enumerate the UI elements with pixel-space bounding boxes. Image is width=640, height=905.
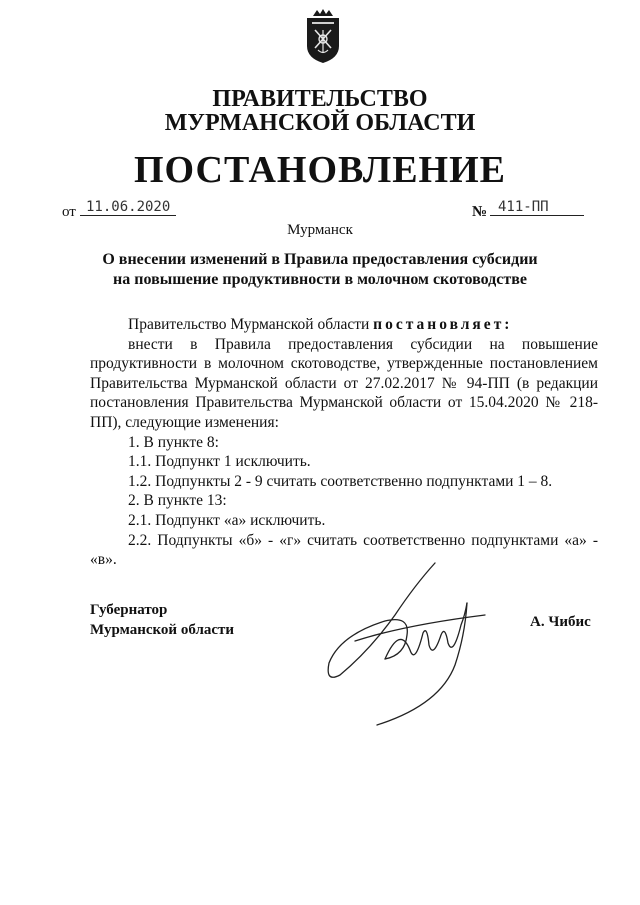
preamble <box>90 315 598 335</box>
signatory-position <box>90 600 234 640</box>
signatory-name: А. Чибис <box>530 614 591 630</box>
date-prefix: от <box>62 204 76 220</box>
number-prefix: № <box>472 204 488 220</box>
position-line2: Мурманской области <box>90 622 235 638</box>
document-type-title: ПОСТАНОВЛЕНИЕ <box>133 149 507 191</box>
list-item: 1.1. Подпункт 1 исключить. <box>128 453 311 471</box>
preamble-text: Правительство Мурманской области <box>128 316 374 333</box>
organization-name-line2: МУРМАНСКОЙ ОБЛАСТИ <box>164 110 476 136</box>
city-name: Мурманск <box>287 222 353 238</box>
document-body <box>90 315 598 570</box>
coat-of-arms-icon <box>303 8 343 64</box>
preamble-emphasis: постановляет: <box>373 316 513 333</box>
list-item: 1.2. Подпункты 2 - 9 считать соответственно подпунктами 1 – 8. <box>128 472 553 490</box>
subject-line1: О внесении изменений в Правила предоставления субсидии <box>102 251 538 268</box>
list-item: 2.2. Подпункты «б» - «г» считать соответственно подпунктами «а» - «в». <box>90 531 598 569</box>
main-paragraph: внести в Правила предоставления субсидии на повышение продуктивности в молочном скотоводстве, утвержденные постановлением Правительства Мурманской области от 27.02.2017 № 94-ПП (в редакции постановления Правительства Мурманской области от 15.04.2020 № 218-ПП), следующие изменения: <box>90 335 598 431</box>
position-line1: Губернатор <box>90 602 168 618</box>
document-subject <box>0 250 640 290</box>
organization-name-line1: ПРАВИТЕЛЬСТВО <box>212 86 428 112</box>
document-date: 11.06.2020 <box>86 199 171 215</box>
document-number: 411-ПП <box>498 199 549 215</box>
handwritten-signature <box>315 555 495 730</box>
list-item: 2.1. Подпункт «а» исключить. <box>128 511 326 529</box>
list-item: 1. В пункте 8: <box>128 433 219 451</box>
subject-line2: на повышение продуктивности в молочном скотоводстве <box>113 271 527 288</box>
list-item: 2. В пункте 13: <box>128 492 227 510</box>
